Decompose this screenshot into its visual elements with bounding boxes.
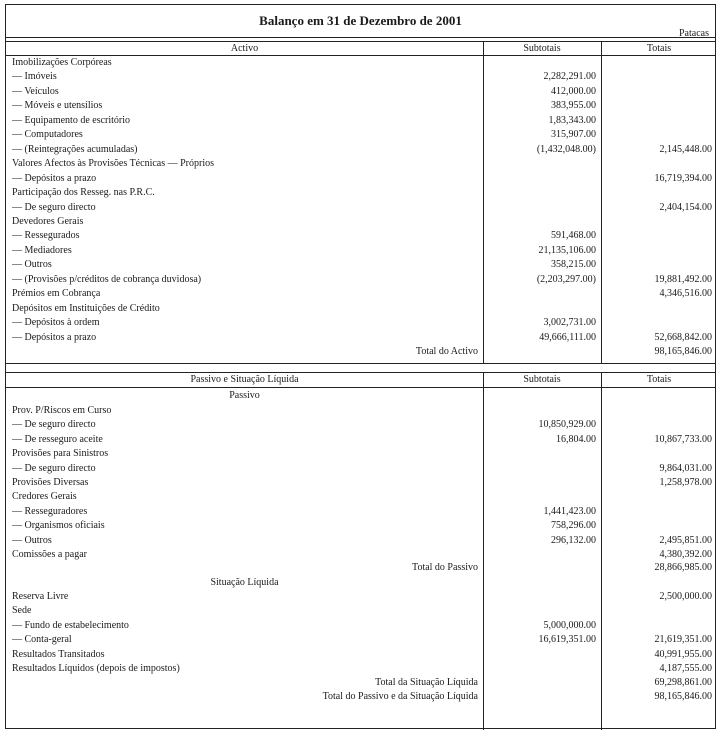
row-subtotal: 383,955.00 bbox=[551, 100, 596, 112]
row-label: — Equipamento de escritório bbox=[12, 114, 131, 126]
section-divider bbox=[6, 372, 715, 373]
row-subtotal: 49,666,111.00 bbox=[539, 331, 596, 343]
row-label: Provisões para Sinistros bbox=[12, 448, 109, 460]
row-label: — Depósitos à ordem bbox=[12, 317, 100, 329]
column-divider bbox=[601, 41, 602, 363]
row-subtotal: 315,907.00 bbox=[551, 129, 596, 141]
row-total: 10,867,733.00 bbox=[654, 433, 712, 445]
row-total: 1,258,978.00 bbox=[659, 477, 712, 488]
row-subtotal: 2,282,291.00 bbox=[543, 71, 596, 83]
row-total: 4,187,555.00 bbox=[659, 663, 712, 674]
row-label: — Mediadores bbox=[12, 244, 72, 256]
row-label: Reserva Livre bbox=[12, 591, 69, 602]
row-label: Comissões a pagar bbox=[12, 549, 87, 560]
header-subtotais: Subtotais bbox=[523, 43, 561, 54]
row-subtotal: (1,432,048.00) bbox=[536, 143, 596, 155]
row-label: Credores Gerais bbox=[12, 491, 77, 503]
row-label: — Outros bbox=[12, 534, 52, 546]
divider bbox=[6, 37, 715, 38]
row-total: 4,380,392.00 bbox=[659, 549, 712, 560]
row-total: 16,719,394.00 bbox=[654, 172, 712, 184]
total-value: 98,165,846.00 bbox=[654, 691, 712, 702]
header-activo: Activo bbox=[230, 43, 259, 54]
row-label: — De seguro directo bbox=[12, 462, 96, 474]
row-label: — Imóveis bbox=[12, 71, 57, 83]
column-divider bbox=[601, 372, 602, 730]
row-label: — Computadores bbox=[12, 129, 83, 141]
row-subtotal: 5,000,000.00 bbox=[543, 619, 596, 631]
row-total: 40,991,955.00 bbox=[654, 648, 712, 660]
header-subtotais-2: Subtotais bbox=[523, 374, 561, 385]
row-label: — Móveis e utensílios bbox=[12, 100, 103, 112]
row-label: — Outros bbox=[12, 259, 52, 271]
row-total: 52,668,842.00 bbox=[654, 331, 712, 343]
row-subtotal: 16,804.00 bbox=[556, 433, 596, 445]
row-label: — Organismos oficiais bbox=[12, 520, 105, 532]
column-divider bbox=[483, 41, 484, 363]
row-label: — Depósitos a prazo bbox=[12, 172, 97, 184]
total-label: Total do Activo bbox=[415, 346, 478, 357]
row-label: Resultados Transitados bbox=[12, 648, 105, 660]
row-label: — Ressegurados bbox=[12, 230, 80, 242]
row-label: Devedores Gerais bbox=[12, 215, 84, 227]
row-label: — Conta-geral bbox=[12, 634, 72, 646]
row-total: 2,500,000.00 bbox=[659, 591, 712, 602]
row-total: 21,619,351.00 bbox=[654, 634, 712, 646]
total-label: Total do Passivo e da Situação Líquida bbox=[322, 691, 478, 702]
row-subtotal: 1,441,423.00 bbox=[543, 505, 596, 517]
total-value: 98,165,846.00 bbox=[654, 346, 712, 357]
row-total: 19,881,492.00 bbox=[654, 273, 712, 285]
row-label: Participação dos Resseg. nas P.R.C. bbox=[12, 187, 155, 199]
row-label: — Veículos bbox=[12, 85, 59, 97]
divider bbox=[6, 55, 715, 56]
row-label: Provisões Diversas bbox=[12, 477, 89, 488]
row-label: — De resseguro aceite bbox=[12, 433, 103, 445]
row-subtotal: 21,135,106.00 bbox=[538, 244, 596, 256]
header-passivo-situacao: Passivo e Situação Líquida bbox=[190, 374, 299, 385]
column-divider bbox=[483, 372, 484, 730]
row-subtotal: 412,000.00 bbox=[551, 85, 596, 97]
row-label: — (Reintegrações acumuladas) bbox=[12, 143, 138, 155]
row-label: Prov. P/Riscos em Curso bbox=[12, 405, 112, 416]
header-totais-2: Totais bbox=[646, 374, 672, 385]
row-label: — (Provisões p/créditos de cobrança duvidosa) bbox=[12, 273, 202, 285]
divider bbox=[6, 41, 715, 42]
row-label: — Resseguradores bbox=[12, 505, 88, 517]
document-title: Balanço em 31 de Dezembro de 2001 bbox=[259, 13, 462, 28]
balance-sheet bbox=[5, 4, 716, 729]
divider bbox=[6, 387, 715, 388]
row-subtotal: 358,215.00 bbox=[551, 259, 596, 271]
row-label: Valores Afectos às Provisões Técnicas — Próprios bbox=[12, 158, 215, 170]
row-total: 9,864,031.00 bbox=[659, 462, 712, 474]
row-subtotal: (2,203,297.00) bbox=[536, 273, 596, 285]
row-total: 2,404,154.00 bbox=[659, 201, 712, 213]
row-total: 2,145,448.00 bbox=[659, 143, 712, 155]
row-label: Prémios em Cobrança bbox=[12, 288, 101, 300]
row-total: 4,346,516.00 bbox=[659, 288, 712, 300]
row-label: — De seguro directo bbox=[12, 201, 96, 213]
total-value: 28,866,985.00 bbox=[654, 562, 712, 573]
total-label: Total do Passivo bbox=[412, 562, 478, 573]
row-label: Depósitos em Instituições de Crédito bbox=[12, 302, 160, 314]
row-total: 2,495,851.00 bbox=[659, 534, 712, 546]
row-label: Imobilizações Corpóreas bbox=[12, 57, 112, 68]
row-subtotal: 758,296.00 bbox=[551, 520, 596, 532]
subheader-passivo: Passivo bbox=[229, 390, 260, 401]
row-subtotal: 591,468.00 bbox=[551, 230, 596, 242]
row-subtotal: 10,850,929.00 bbox=[538, 419, 596, 431]
row-label: — Depósitos a prazo bbox=[12, 331, 97, 343]
row-label: Resultados Líquidos (depois de impostos) bbox=[12, 663, 180, 674]
row-subtotal: 1,83,343.00 bbox=[548, 114, 596, 126]
total-label: Total da Situação Líquida bbox=[375, 677, 478, 688]
row-subtotal: 3,002,731.00 bbox=[543, 317, 596, 329]
total-value: 69,298,861.00 bbox=[654, 677, 712, 688]
row-label: Sede bbox=[12, 605, 32, 617]
row-label: — Fundo de estabelecimento bbox=[12, 619, 129, 631]
row-subtotal: 296,132.00 bbox=[551, 534, 596, 546]
header-totais: Totais bbox=[646, 43, 672, 54]
subheader-situacao-liquida: Situação Líquida bbox=[210, 577, 279, 588]
section-divider bbox=[6, 363, 715, 364]
currency-label: Patacas bbox=[679, 28, 709, 39]
row-label: — De seguro directo bbox=[12, 419, 96, 431]
row-subtotal: 16,619,351.00 bbox=[538, 634, 596, 646]
